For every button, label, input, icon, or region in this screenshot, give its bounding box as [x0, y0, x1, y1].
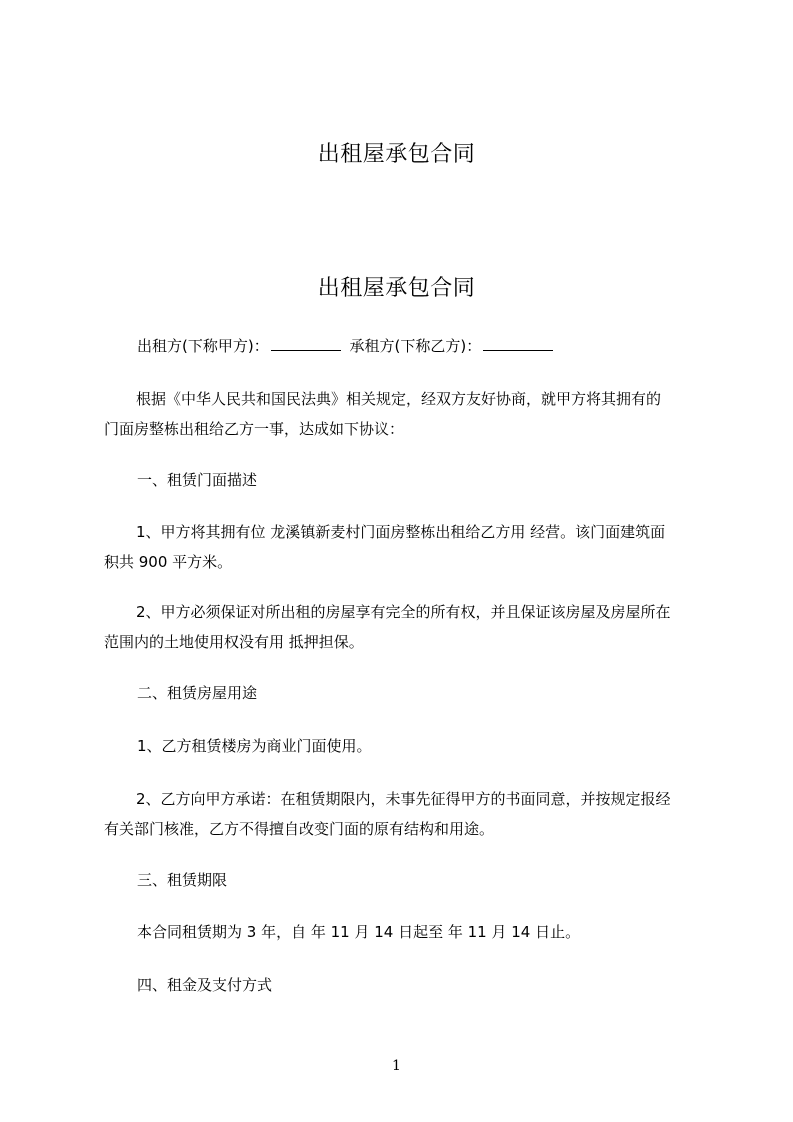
cover-title: 出租屋承包合同 [317, 142, 476, 167]
lessor-label: 出租方(下称甲方)： [137, 337, 269, 355]
preamble-line-1: 根据《中华人民共和国民法典》相关规定，经双方友好协商，就甲方将其拥有的 [136, 390, 662, 408]
section-4-heading: 四、租金及支付方式 [137, 976, 273, 994]
page-number: 1 [392, 1058, 401, 1074]
section-2-heading: 二、租赁房屋用途 [137, 684, 258, 702]
lessor-blank [271, 336, 341, 351]
section-2-item-2-line-2: 有关部门核准，乙方不得擅自改变门面的原有结构和用途。 [104, 820, 495, 838]
section-1-item-1-line-2: 积共 900 平方米。 [104, 553, 233, 571]
contract-title: 出租屋承包合同 [317, 276, 476, 301]
section-1-item-1-line-1: 1、甲方将其拥有位 龙溪镇新麦村门面房整栋出租给乙方用 经营。该门面建筑面 [136, 523, 666, 541]
lessee-label: 承租方(下称乙方)： [349, 337, 482, 355]
section-2-item-2 [104, 784, 714, 844]
section-3-heading: 三、租赁期限 [137, 871, 228, 889]
preamble-line-2: 门面房整栋出租给乙方一事，达成如下协议： [104, 420, 405, 438]
section-1-item-2 [104, 597, 714, 657]
section-1-item-1 [104, 517, 714, 577]
section-1-heading: 一、租赁门面描述 [137, 471, 258, 489]
preamble-paragraph [104, 384, 714, 444]
section-1-item-2-line-2: 范围内的土地使用权没有用 抵押担保。 [104, 633, 364, 651]
section-2-item-2-line-1: 2、乙方向甲方承诺：在租赁期限内，未事先征得甲方的书面同意，并按规定报经 [136, 790, 671, 808]
lessee-blank [483, 336, 553, 351]
section-1-item-2-line-1: 2、甲方必须保证对所出租的房屋享有完全的所有权，并且保证该房屋及房屋所在 [136, 603, 671, 621]
section-3-term: 本合同租赁期为 3 年，自 年 11 月 14 日起至 年 11 月 14 日止。 [137, 923, 581, 941]
parties-line [137, 335, 557, 357]
section-2-item-1: 1、乙方租赁楼房为商业门面使用。 [137, 737, 372, 755]
